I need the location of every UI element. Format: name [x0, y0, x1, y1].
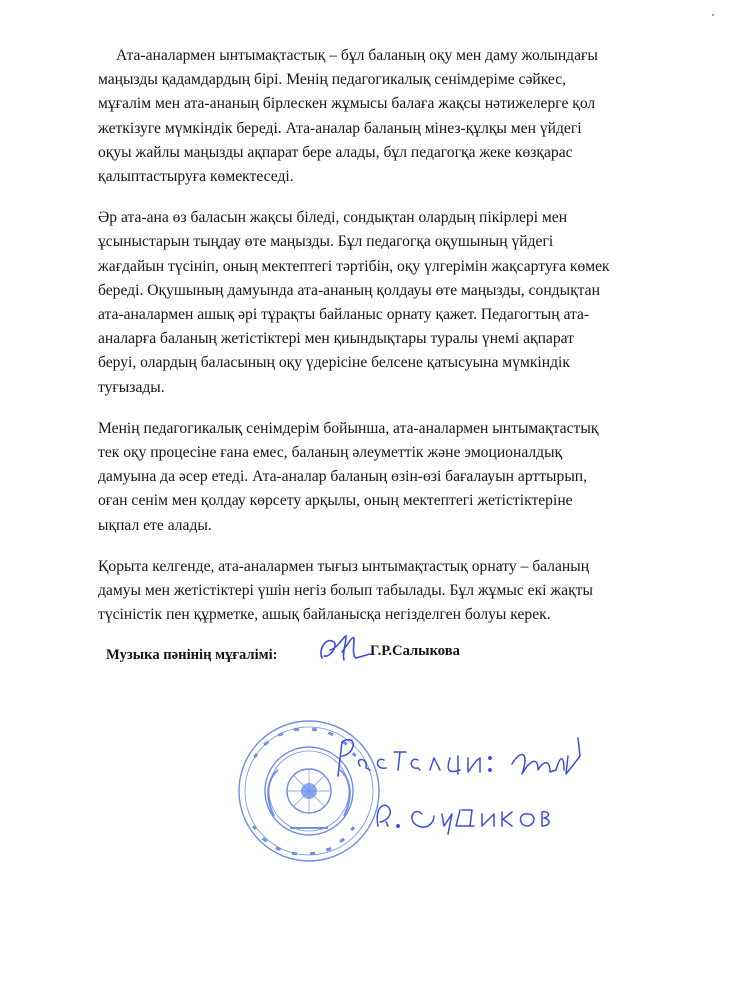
paragraph-1	[98, 44, 650, 189]
text-line: дамуы мен жетістіктері үшін негіз болып табылады. Бұл жұмыс екі жақты	[98, 582, 593, 600]
text-line: қалыптастыруға көмектеседі.	[98, 168, 294, 186]
text-line: ұсыныстарын тыңдау өте маңызды. Бұл педагогқа оқушының үйдегі	[98, 233, 554, 251]
text-line: дамуына да әсер етеді. Ата-аналар баланың өзін-өзі бағалауын арттырып,	[98, 468, 588, 486]
text-line: түсіністік пен құрметке, ашық байланысқа негізделген болуы керек.	[98, 606, 551, 624]
document-body	[98, 44, 650, 644]
text-line: беруі, олардың баласының оқу үдерісіне белсене қатысуына мүмкіндік	[98, 354, 570, 372]
text-line: Менің педагогикалық сенімдерім бойынша, ата-аналармен ынтымақтастық	[98, 419, 599, 437]
text-line: жағдайын түсініп, оның мектептегі тәртібін, оқу үлгерімін жақсартуға көмек	[98, 257, 610, 275]
text-line: маңызды қадамдардың бірі. Менің педагогикалық сенімдеріме сәйкес,	[98, 71, 567, 89]
text-line: Әр ата-ана өз баласын жақсы біледі, сондықтан олардың пікірлері мен	[98, 209, 568, 227]
text-line: оған сенім мен қолдау көрсету арқылы, оның мектептегі жетістіктеріне	[98, 492, 573, 510]
signature-name: Г.Р.Салыкова	[370, 643, 460, 659]
text-line: ықпал ете алады.	[98, 516, 212, 534]
text-line: аналарға баланың жетістіктері мен қиындықтары туралы үнемі ақпарат	[98, 330, 574, 348]
paragraph-2	[98, 206, 650, 400]
paragraph-3	[98, 417, 650, 538]
handwritten-signature	[312, 630, 372, 670]
approval-handwriting	[334, 730, 604, 850]
text-line: ата-аналармен ашық әрі тұрақты байланыс орнату қажет. Педагогтың ата-	[98, 306, 590, 324]
text-line: Ата-аналармен ынтымақтастық – бұл баланың оқу мен даму жолындағы	[116, 47, 598, 64]
text-line: Қорыта келгенде, ата-аналармен тығыз ынтымақтастық орнату – баланың	[98, 557, 590, 575]
text-line: мұғалім мен ата-ананың бірлескен жұмысы балаға жақсы нәтижелерге қол	[98, 95, 596, 113]
signature-block	[106, 640, 606, 680]
signature-role: Музыка пәнінің мұғалімі:	[106, 647, 278, 663]
text-line: жеткізуге мүмкіндік береді. Ата-аналар баланың мінез-құлқы мен үйдегі	[98, 119, 582, 137]
scan-speck	[712, 14, 714, 16]
text-line: оқуы жайлы маңызды ақпарат бере алады, бұл педагогқа жеке көзқарас	[98, 143, 573, 161]
paragraph-4	[98, 555, 650, 628]
text-line: туғызады.	[98, 378, 165, 396]
text-line: тек оқу процесіне ғана емес, баланың әлеуметтік және эмоционалдық	[98, 444, 563, 462]
text-line: береді. Оқушының дамуында ата-ананың қолдауы өте маңызды, сондықтан	[98, 281, 600, 299]
